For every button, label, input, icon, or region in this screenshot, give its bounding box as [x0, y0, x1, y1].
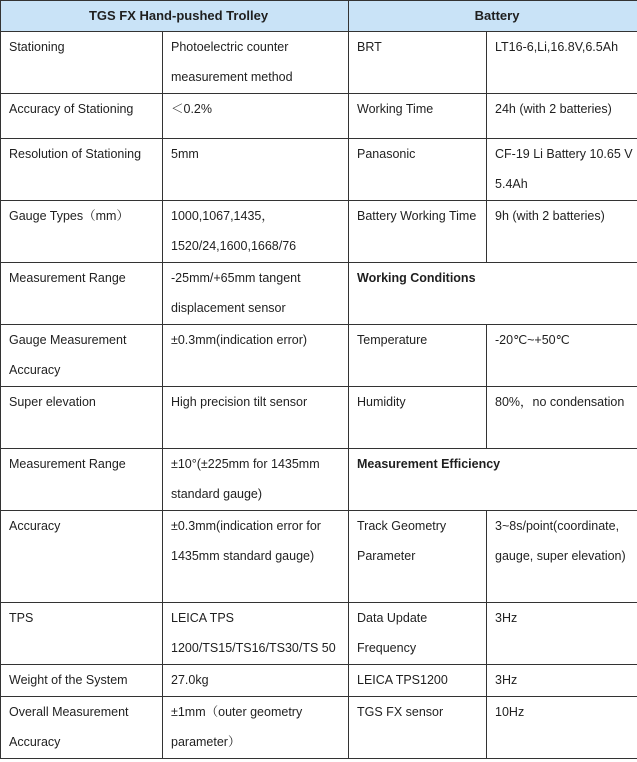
table-row — [1, 603, 637, 665]
table-row — [1, 697, 637, 759]
table-cell: Super elevation — [1, 387, 163, 449]
table-cell: Data Update Frequency — [349, 603, 487, 665]
table-cell: Temperature — [349, 325, 487, 387]
table-cell: 80%，no condensation — [487, 387, 637, 449]
table-cell: 5mm — [163, 139, 349, 201]
table-row — [1, 94, 637, 139]
table-cell: Measurement Range — [1, 449, 163, 511]
table-cell: TPS — [1, 603, 163, 665]
table-cell: 3Hz — [487, 665, 637, 697]
table-cell: 1000,1067,1435， 1520/24,1600,1668/76 — [163, 201, 349, 263]
table-cell: Gauge Measurement Accuracy — [1, 325, 163, 387]
table-cell: LEICA TPS 1200/TS15/TS16/TS30/TS 50 — [163, 603, 349, 665]
table-cell: Photoelectric counter measurement method — [163, 32, 349, 94]
table-cell: -25mm/+65mm tangent displacement sensor — [163, 263, 349, 325]
table-cell: Accuracy — [1, 511, 163, 603]
table-cell: ±0.3mm(indication error) — [163, 325, 349, 387]
table-row — [1, 201, 637, 263]
section-heading-working-conditions: Working Conditions — [349, 263, 637, 325]
table-cell: ±1mm（outer geometry parameter） — [163, 697, 349, 759]
table-cell: Measurement Range — [1, 263, 163, 325]
table-cell: CF-19 Li Battery 10.65 V 5.4Ah — [487, 139, 637, 201]
table-cell: Track Geometry Parameter — [349, 511, 487, 603]
table-cell: Accuracy of Stationing — [1, 94, 163, 139]
table-cell: 3Hz — [487, 603, 637, 665]
table-cell: 3~8s/point(coordinate, gauge, super elevation) — [487, 511, 637, 603]
table-header-row — [1, 1, 637, 32]
table-cell: Humidity — [349, 387, 487, 449]
table-cell: Stationing — [1, 32, 163, 94]
table-cell: Overall Measurement Accuracy — [1, 697, 163, 759]
table-row — [1, 263, 637, 325]
table-cell: High precision tilt sensor — [163, 387, 349, 449]
table-cell: 27.0kg — [163, 665, 349, 697]
table-row — [1, 139, 637, 201]
table-cell: LT16-6,Li,16.8V,6.5Ah — [487, 32, 637, 94]
table-row — [1, 325, 637, 387]
table-cell: 10Hz — [487, 697, 637, 759]
table-cell: -20℃~+50℃ — [487, 325, 637, 387]
section-heading-measurement-efficiency: Measurement Efficiency — [349, 449, 637, 511]
table-cell: Battery Working Time — [349, 201, 487, 263]
table-cell: Resolution of Stationing — [1, 139, 163, 201]
table-cell: TGS FX sensor — [349, 697, 487, 759]
table-cell: 9h (with 2 batteries) — [487, 201, 637, 263]
table-cell: Weight of the System — [1, 665, 163, 697]
table-cell: BRT — [349, 32, 487, 94]
table-row — [1, 665, 637, 697]
header-trolley: TGS FX Hand-pushed Trolley — [1, 1, 349, 32]
table-row — [1, 449, 637, 511]
table-row — [1, 511, 637, 603]
table-cell: 24h (with 2 batteries) — [487, 94, 637, 139]
table-cell: ±10°(±225mm for 1435mm standard gauge) — [163, 449, 349, 511]
table-cell: LEICA TPS1200 — [349, 665, 487, 697]
table-cell: Panasonic — [349, 139, 487, 201]
table-cell: ＜0.2% — [163, 94, 349, 139]
table-row — [1, 32, 637, 94]
table-cell: Gauge Types（mm） — [1, 201, 163, 263]
header-battery: Battery — [349, 1, 637, 32]
table-cell: ±0.3mm(indication error for 1435mm standard gauge) — [163, 511, 349, 603]
table-row — [1, 387, 637, 449]
table-cell: Working Time — [349, 94, 487, 139]
